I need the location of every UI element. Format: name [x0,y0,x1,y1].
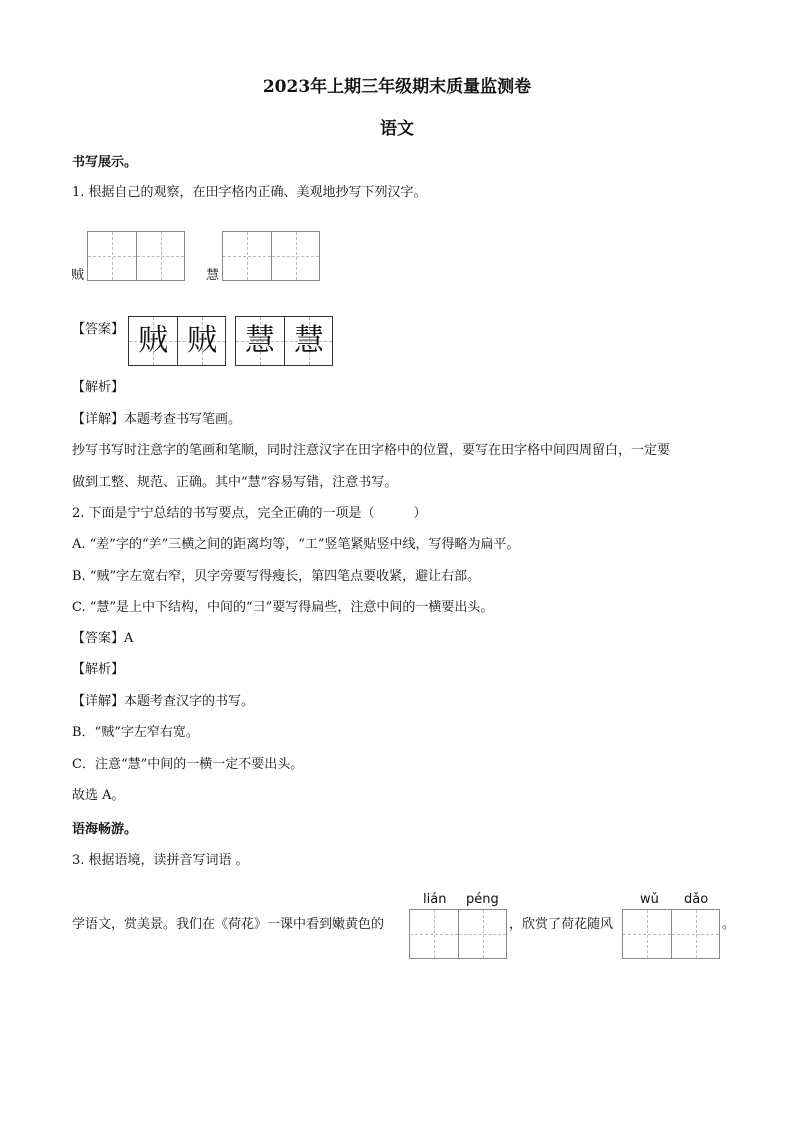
answer-grid-lianpeng[interactable] [409,909,507,959]
grid-cell [177,317,225,365]
answer-grid-2 [235,316,333,366]
option-b: B. “贼”字左宽右窄，贝字旁要写得瘦长，第四笔点要收紧，避让右部。 [72,569,481,584]
grid-cell[interactable] [271,232,319,280]
answer-label: 【答案】 [72,322,125,337]
explanation-c: C．注意“慧”中间的一横一定不要出头。 [72,757,304,772]
practice-grid-2[interactable] [222,231,320,281]
explanation-line-1: 抄写书写时注意字的笔画和笔顺，同时注意汉字在田字格中的位置，要写在田字格中间四周留白，一定要 [72,443,671,458]
answer-char: 贼 [138,323,168,358]
detail-text: 本题考查书写笔画。 [124,412,242,427]
subject-title: 语文 [380,119,414,139]
grid-cell[interactable] [410,910,458,958]
answer-label: 【答案】 [72,631,125,646]
exam-title: 2023年上期三年级期末质量监测卷 [262,77,532,97]
practice-char-2: 慧 [206,268,220,283]
detail-label: 【详解】 [72,694,125,709]
answer-grid-1 [128,316,226,366]
answer-char: 慧 [245,323,275,358]
answer-char: 贼 [187,323,217,358]
answer-grid-wudao[interactable] [622,909,720,959]
question-3-text: 3. 根据语境，读拼音写词语 。 [72,853,249,868]
detail-text: 本题考查汉字的书写。 [124,694,255,709]
answer-value: A [124,631,134,646]
grid-cell[interactable] [223,232,271,280]
explanation-b: B．“贼”字左窄右宽。 [72,725,199,740]
pinyin-wu: wǔ [640,892,659,907]
answer-line [72,629,133,649]
pinyin-dao: dǎo [684,892,709,907]
option-a: A. “差”字的“⺶”三横之间的距离均等，“工”竖笔紧贴竖中线，写得略为扁平。 [72,537,520,552]
pinyin-peng: péng [466,892,499,907]
grid-cell[interactable] [623,910,671,958]
detail-line [72,692,254,712]
sentence-part-2: ，欣赏了荷花随风 [509,917,614,932]
conclusion: 故选 A。 [72,788,125,803]
grid-cell[interactable] [88,232,136,280]
section-heading-language: 语海畅游。 [72,822,138,837]
grid-cell[interactable] [671,910,719,958]
practice-char-1: 贼 [71,268,85,283]
explanation-line-2: 做到工整、规范、正确。其中“慧”容易写错，注意书写。 [72,475,398,490]
practice-grid-1[interactable] [87,231,185,281]
detail-line [72,410,241,430]
detail-label: 【详解】 [72,412,125,427]
pinyin-lian: lián [423,892,447,907]
answer-char: 慧 [294,323,324,358]
grid-cell[interactable] [458,910,506,958]
grid-cell [129,317,177,365]
sentence-part-1: 学语文，赏美景。我们在《荷花》一课中看到嫩黄色的 [72,917,385,932]
option-c: C. “慧”是上中下结构，中间的“彐”要写得扁些，注意中间的一横要出头。 [72,600,494,615]
section-heading-writing: 书写展示。 [72,155,138,170]
grid-cell [284,317,332,365]
analysis-label: 【解析】 [72,662,125,677]
grid-cell[interactable] [136,232,184,280]
question-1-text: 1. 根据自己的观察，在田字格内正确、美观地抄写下列汉字。 [72,185,427,200]
sentence-end: 。 [722,917,736,932]
grid-cell [236,317,284,365]
question-2-text: 2. 下面是宁宁总结的书写要点，完全正确的一项是（ ） [72,506,427,521]
analysis-label: 【解析】 [72,380,125,395]
